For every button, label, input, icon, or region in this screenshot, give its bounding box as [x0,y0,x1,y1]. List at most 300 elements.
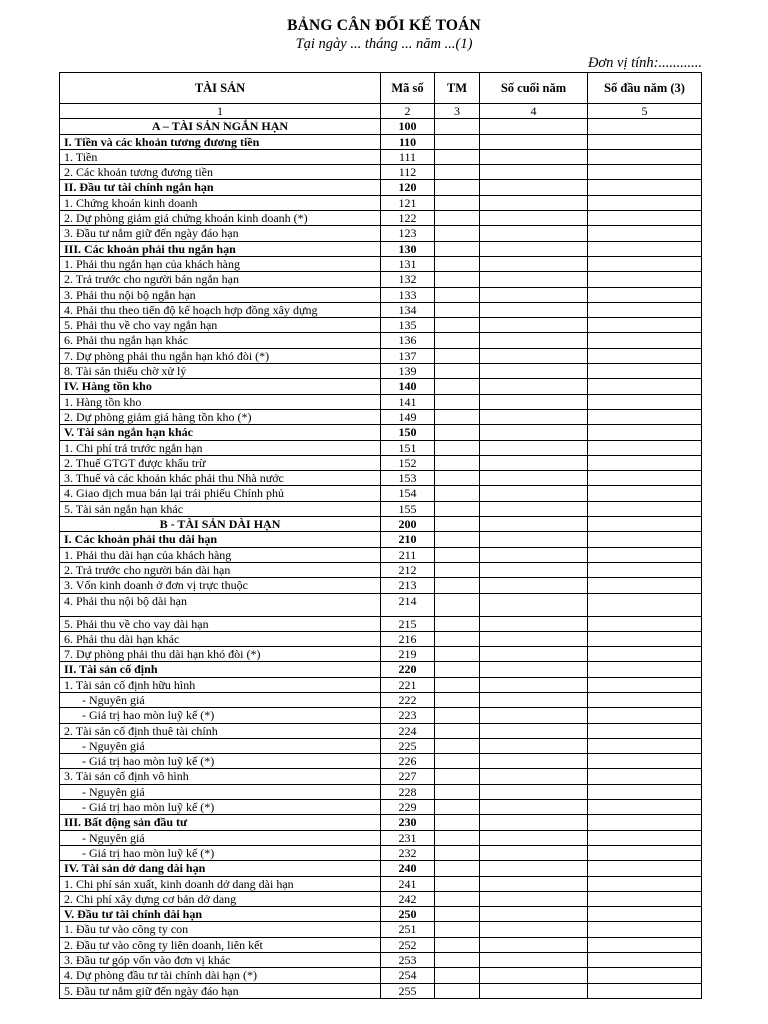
row-end-of-year [480,692,588,707]
row-label: 7. Dự phòng phải thu dài hạn khó đòi (*) [60,647,381,662]
table-row [60,891,702,906]
row-end-of-year [480,647,588,662]
row-label: 1. Tiền [60,149,381,164]
row-code: 137 [381,348,435,363]
row-end-of-year [480,876,588,891]
row-label: 1. Chi phí trả trước ngắn hạn [60,440,381,455]
table-row [60,256,702,271]
row-tm [435,616,480,631]
row-tm [435,302,480,317]
table-row [60,876,702,891]
row-beginning-of-year [588,119,702,134]
row-end-of-year [480,226,588,241]
row-end-of-year [480,845,588,860]
row-end-of-year [480,922,588,937]
row-code: 136 [381,333,435,348]
row-label: IV. Tài sản dở dang dài hạn [60,861,381,876]
row-code: 212 [381,562,435,577]
row-beginning-of-year [588,784,702,799]
row-beginning-of-year [588,861,702,876]
row-tm [435,501,480,516]
row-label: 4. Phải thu theo tiến độ kế hoạch hợp đồng xây dựng [60,302,381,317]
row-tm [435,631,480,646]
row-beginning-of-year [588,738,702,753]
row-end-of-year [480,440,588,455]
row-beginning-of-year [588,562,702,577]
row-label: 3. Tài sản cố định vô hình [60,769,381,784]
row-code: 133 [381,287,435,302]
row-tm [435,517,480,532]
row-tm [435,800,480,815]
row-code: 242 [381,891,435,906]
row-tm [435,165,480,180]
row-label: - Giá trị hao mòn luỹ kế (*) [60,754,381,769]
row-tm [435,532,480,547]
row-beginning-of-year [588,302,702,317]
row-code: 223 [381,708,435,723]
row-beginning-of-year [588,501,702,516]
row-tm [435,379,480,394]
unit-label: Đơn vị tính:............ [587,55,702,71]
header-code: Mã số [381,73,435,104]
row-label: 6. Phải thu ngắn hạn khác [60,333,381,348]
row-code: 231 [381,830,435,845]
header-beginning-of-year: Số đầu năm (3) [588,73,702,104]
row-label: I. Tiền và các khoản tương đương tiền [60,134,381,149]
row-end-of-year [480,723,588,738]
row-label: 2. Chi phí xây dựng cơ bản dở dang [60,891,381,906]
row-tm [435,692,480,707]
table-row [60,922,702,937]
row-label: 1. Chứng khoán kinh doanh [60,195,381,210]
row-end-of-year [480,318,588,333]
row-label: - Giá trị hao mòn luỹ kế (*) [60,708,381,723]
row-label: - Nguyên giá [60,738,381,753]
row-end-of-year [480,547,588,562]
row-code: 132 [381,272,435,287]
row-label: 8. Tài sản thiếu chờ xử lý [60,364,381,379]
row-code: 121 [381,195,435,210]
row-end-of-year [480,815,588,830]
row-end-of-year [480,891,588,906]
row-tm [435,593,480,616]
row-beginning-of-year [588,983,702,998]
row-label: 5. Phải thu về cho vay dài hạn [60,616,381,631]
row-tm [435,578,480,593]
row-code: 149 [381,409,435,424]
row-end-of-year [480,256,588,271]
row-code: 141 [381,394,435,409]
row-code: 219 [381,647,435,662]
table-row [60,708,702,723]
row-tm [435,134,480,149]
row-tm [435,708,480,723]
row-code: 228 [381,784,435,799]
row-beginning-of-year [588,769,702,784]
row-tm [435,547,480,562]
row-code: 232 [381,845,435,860]
table-row [60,815,702,830]
row-end-of-year [480,616,588,631]
row-label: II. Đầu tư tài chính ngắn hạn [60,180,381,195]
row-code: 250 [381,907,435,922]
row-end-of-year [480,830,588,845]
row-end-of-year [480,302,588,317]
row-code: 131 [381,256,435,271]
row-label: 3. Phải thu nội bộ ngắn hạn [60,287,381,302]
row-code: 255 [381,983,435,998]
row-end-of-year [480,211,588,226]
row-label: 4. Giao dịch mua bán lại trái phiếu Chính phủ [60,486,381,501]
row-code: 220 [381,662,435,677]
row-label: 2. Dự phòng giảm giá chứng khoán kinh doanh (*) [60,211,381,226]
row-label: 5. Tài sản ngắn hạn khác [60,501,381,516]
row-end-of-year [480,425,588,440]
row-code: 210 [381,532,435,547]
row-code: 224 [381,723,435,738]
row-tm [435,425,480,440]
row-end-of-year [480,180,588,195]
table-row [60,547,702,562]
row-tm [435,348,480,363]
row-beginning-of-year [588,708,702,723]
row-beginning-of-year [588,241,702,256]
row-end-of-year [480,907,588,922]
row-tm [435,815,480,830]
table-row [60,662,702,677]
table-row [60,394,702,409]
row-tm [435,876,480,891]
row-tm [435,784,480,799]
row-tm [435,195,480,210]
table-row [60,165,702,180]
row-label: IV. Hàng tồn kho [60,379,381,394]
row-tm [435,455,480,470]
row-end-of-year [480,471,588,486]
row-label: 3. Thuế và các khoản khác phải thu Nhà nước [60,471,381,486]
row-beginning-of-year [588,256,702,271]
table-row [60,333,702,348]
document-title: BẢNG CÂN ĐỐI KẾ TOÁN [287,17,481,34]
row-code: 150 [381,425,435,440]
table-row [60,830,702,845]
row-code: 122 [381,211,435,226]
table-row [60,593,702,616]
row-beginning-of-year [588,379,702,394]
row-label: 3. Đầu tư góp vốn vào đơn vị khác [60,953,381,968]
table-row [60,409,702,424]
row-beginning-of-year [588,830,702,845]
row-label: - Giá trị hao mòn luỹ kế (*) [60,800,381,815]
row-end-of-year [480,241,588,256]
row-end-of-year [480,937,588,952]
row-label: III. Các khoản phải thu ngắn hạn [60,241,381,256]
row-label: B - TÀI SẢN DÀI HẠN [60,517,381,532]
table-row [60,119,702,134]
table-row [60,647,702,662]
row-end-of-year [480,769,588,784]
row-tm [435,830,480,845]
column-index: 2 [381,104,435,119]
row-code: 100 [381,119,435,134]
row-code: 240 [381,861,435,876]
row-beginning-of-year [588,394,702,409]
table-row [60,241,702,256]
row-beginning-of-year [588,134,702,149]
table-row [60,692,702,707]
row-tm [435,440,480,455]
row-label: 3. Vốn kinh doanh ở đơn vị trực thuộc [60,578,381,593]
row-code: 215 [381,616,435,631]
row-label: 5. Phải thu về cho vay ngắn hạn [60,318,381,333]
column-index: 3 [435,104,480,119]
row-code: 151 [381,440,435,455]
row-code: 152 [381,455,435,470]
row-code: 252 [381,937,435,952]
table-row [60,195,702,210]
row-beginning-of-year [588,677,702,692]
row-beginning-of-year [588,226,702,241]
table-row [60,800,702,815]
row-label: 1. Chi phí sản xuất, kinh doanh dở dang dài hạn [60,876,381,891]
table-row [60,907,702,922]
row-tm [435,662,480,677]
row-end-of-year [480,754,588,769]
row-end-of-year [480,501,588,516]
row-label: 2. Đầu tư vào công ty liên doanh, liên kết [60,937,381,952]
row-tm [435,953,480,968]
row-beginning-of-year [588,631,702,646]
row-tm [435,241,480,256]
row-beginning-of-year [588,149,702,164]
row-code: 213 [381,578,435,593]
table-row [60,937,702,952]
table-row [60,754,702,769]
row-tm [435,394,480,409]
row-beginning-of-year [588,486,702,501]
row-label: 1. Hàng tồn kho [60,394,381,409]
row-end-of-year [480,800,588,815]
row-tm [435,891,480,906]
table-row [60,425,702,440]
row-end-of-year [480,195,588,210]
row-end-of-year [480,562,588,577]
row-end-of-year [480,333,588,348]
row-beginning-of-year [588,876,702,891]
row-label: 6. Phải thu dài hạn khác [60,631,381,646]
table-row [60,769,702,784]
row-end-of-year [480,631,588,646]
row-beginning-of-year [588,471,702,486]
row-beginning-of-year [588,647,702,662]
row-tm [435,861,480,876]
row-code: 251 [381,922,435,937]
row-label: 2. Thuế GTGT được khấu trừ [60,455,381,470]
row-beginning-of-year [588,272,702,287]
row-beginning-of-year [588,425,702,440]
row-end-of-year [480,409,588,424]
row-end-of-year [480,593,588,616]
row-code: 211 [381,547,435,562]
row-label: 1. Phải thu ngắn hạn của khách hàng [60,256,381,271]
row-beginning-of-year [588,364,702,379]
row-tm [435,922,480,937]
table-row [60,723,702,738]
row-code: 110 [381,134,435,149]
row-beginning-of-year [588,578,702,593]
row-beginning-of-year [588,348,702,363]
row-label: III. Bất động sản đầu tư [60,815,381,830]
header-row [60,73,702,104]
row-code: 154 [381,486,435,501]
row-tm [435,333,480,348]
row-tm [435,647,480,662]
table-row [60,471,702,486]
row-end-of-year [480,517,588,532]
row-beginning-of-year [588,953,702,968]
row-code: 130 [381,241,435,256]
row-end-of-year [480,165,588,180]
row-tm [435,769,480,784]
table-row [60,302,702,317]
row-end-of-year [480,394,588,409]
row-end-of-year [480,953,588,968]
row-tm [435,409,480,424]
row-tm [435,907,480,922]
row-tm [435,287,480,302]
row-end-of-year [480,983,588,998]
row-end-of-year [480,287,588,302]
row-beginning-of-year [588,662,702,677]
table-row [60,578,702,593]
header-asset: TÀI SẢN [60,73,381,104]
row-beginning-of-year [588,937,702,952]
row-end-of-year [480,532,588,547]
row-label: 1. Tài sản cố định hữu hình [60,677,381,692]
table-row [60,348,702,363]
row-label: A – TÀI SẢN NGẮN HẠN [60,119,381,134]
row-tm [435,968,480,983]
document-subtitle: Tại ngày ... tháng ... năm ...(1) [295,36,473,52]
row-end-of-year [480,364,588,379]
row-beginning-of-year [588,593,702,616]
row-tm [435,471,480,486]
row-label: 2. Trả trước cho người bán ngắn hạn [60,272,381,287]
row-beginning-of-year [588,754,702,769]
row-end-of-year [480,119,588,134]
table-row [60,968,702,983]
row-tm [435,845,480,860]
row-end-of-year [480,379,588,394]
table-row [60,180,702,195]
row-end-of-year [480,272,588,287]
row-tm [435,983,480,998]
table-body [60,119,702,999]
row-tm [435,562,480,577]
header-tm: TM [435,73,480,104]
row-code: 123 [381,226,435,241]
row-label: - Nguyên giá [60,692,381,707]
row-code: 135 [381,318,435,333]
row-code: 111 [381,149,435,164]
row-tm [435,738,480,753]
table-row [60,616,702,631]
row-end-of-year [480,455,588,470]
table-row [60,677,702,692]
row-label: V. Tài sản ngắn hạn khác [60,425,381,440]
row-beginning-of-year [588,517,702,532]
row-tm [435,226,480,241]
row-beginning-of-year [588,692,702,707]
column-index: 4 [480,104,588,119]
row-label: - Giá trị hao mòn luỹ kế (*) [60,845,381,860]
row-tm [435,937,480,952]
row-tm [435,364,480,379]
row-label: 4. Phải thu nội bộ dài hạn [60,593,381,616]
table-row [60,226,702,241]
row-end-of-year [480,677,588,692]
row-code: 216 [381,631,435,646]
row-code: 120 [381,180,435,195]
row-label: - Nguyên giá [60,784,381,799]
row-tm [435,318,480,333]
table-row [60,440,702,455]
row-label: 2. Các khoản tương đương tiền [60,165,381,180]
row-code: 200 [381,517,435,532]
row-code: 222 [381,692,435,707]
table-row [60,517,702,532]
row-code: 230 [381,815,435,830]
row-code: 227 [381,769,435,784]
row-label: 4. Dự phòng đầu tư tài chính dài hạn (*) [60,968,381,983]
row-label: II. Tài sản cố định [60,662,381,677]
row-end-of-year [480,861,588,876]
column-index: 1 [60,104,381,119]
table-row [60,134,702,149]
row-tm [435,149,480,164]
table-row [60,562,702,577]
table-row [60,272,702,287]
row-code: 254 [381,968,435,983]
row-end-of-year [480,708,588,723]
row-tm [435,486,480,501]
row-end-of-year [480,486,588,501]
row-code: 241 [381,876,435,891]
row-tm [435,723,480,738]
table-row [60,379,702,394]
table-row [60,861,702,876]
row-beginning-of-year [588,409,702,424]
row-code: 229 [381,800,435,815]
row-code: 253 [381,953,435,968]
row-beginning-of-year [588,815,702,830]
row-tm [435,754,480,769]
row-beginning-of-year [588,195,702,210]
row-label: I. Các khoản phải thu dài hạn [60,532,381,547]
header-end-of-year: Số cuối năm [480,73,588,104]
row-beginning-of-year [588,211,702,226]
row-beginning-of-year [588,318,702,333]
column-index: 5 [588,104,702,119]
row-label: V. Đầu tư tài chính dài hạn [60,907,381,922]
row-label: 1. Phải thu dài hạn của khách hàng [60,547,381,562]
row-code: 139 [381,364,435,379]
row-beginning-of-year [588,440,702,455]
row-end-of-year [480,968,588,983]
row-end-of-year [480,149,588,164]
table-row [60,455,702,470]
row-end-of-year [480,738,588,753]
